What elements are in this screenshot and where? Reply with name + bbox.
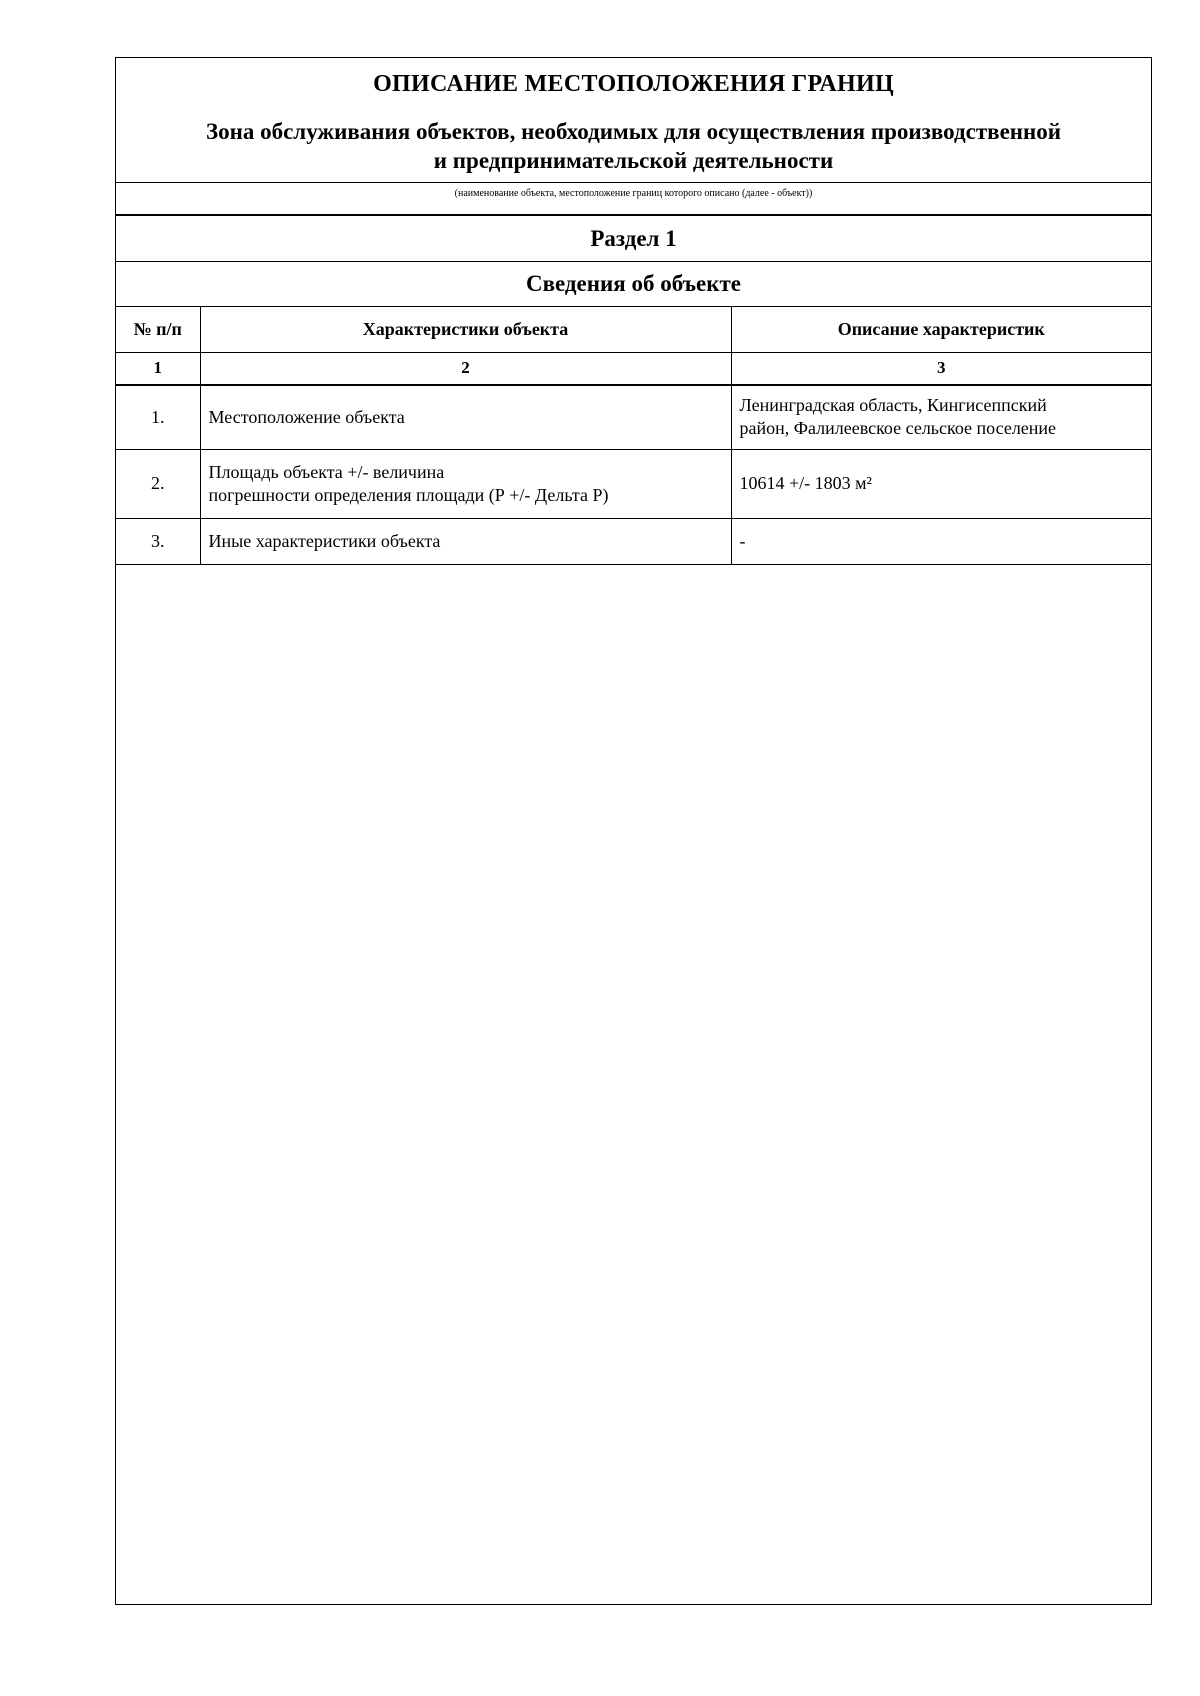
object-name-caption: (наименование объекта, местоположение границ которого описано (далее - объект)) [116, 182, 1151, 216]
column-number-cell: 1 [116, 352, 200, 385]
header-cell: Описание характеристик [731, 307, 1151, 352]
description-cell [731, 385, 1151, 449]
description-line: район, Фалилеевское сельское поселение [739, 418, 1057, 439]
row-number: 1. [116, 385, 200, 449]
characteristic-line: Местоположение объекта [208, 406, 405, 427]
object-name [116, 110, 1151, 182]
characteristic-line: Площадь объекта +/- величина [208, 461, 445, 482]
characteristic-cell [200, 518, 731, 564]
characteristic-line: Иные характеристики объекта [208, 530, 441, 551]
characteristic-cell [200, 385, 731, 449]
row-number: 2. [116, 449, 200, 518]
table-header-row [116, 307, 1151, 352]
column-number-cell: 3 [731, 352, 1151, 385]
row-number: 3. [116, 518, 200, 564]
section-title: Раздел 1 [116, 216, 1151, 262]
description-line: Ленинградская область, Кингисеппский [739, 395, 1047, 416]
object-name-line: Зона обслуживания объектов, необходимых для осуществления производственной [205, 119, 1062, 144]
characteristic-line: погрешности определения площади (Р +/- Дельта Р) [208, 484, 609, 505]
document-frame [115, 57, 1152, 1605]
column-number-cell: 2 [200, 352, 731, 385]
table-row [116, 449, 1151, 518]
object-info-table [116, 307, 1151, 565]
description-line: 10614 +/- 1803 м² [739, 473, 872, 493]
header-cell: № п/п [116, 307, 200, 352]
object-name-line: и предпринимательской деятельности [433, 148, 834, 173]
header-cell: Характеристики объекта [200, 307, 731, 352]
table-row [116, 385, 1151, 449]
characteristic-cell [200, 449, 731, 518]
table-row [116, 518, 1151, 564]
description-line: - [739, 530, 746, 551]
column-number-row [116, 352, 1151, 385]
document-title: ОПИСАНИЕ МЕСТОПОЛОЖЕНИЯ ГРАНИЦ [373, 70, 894, 97]
description-cell [731, 449, 1151, 518]
section-subtitle: Сведения об объекте [116, 262, 1151, 307]
description-cell [731, 518, 1151, 564]
